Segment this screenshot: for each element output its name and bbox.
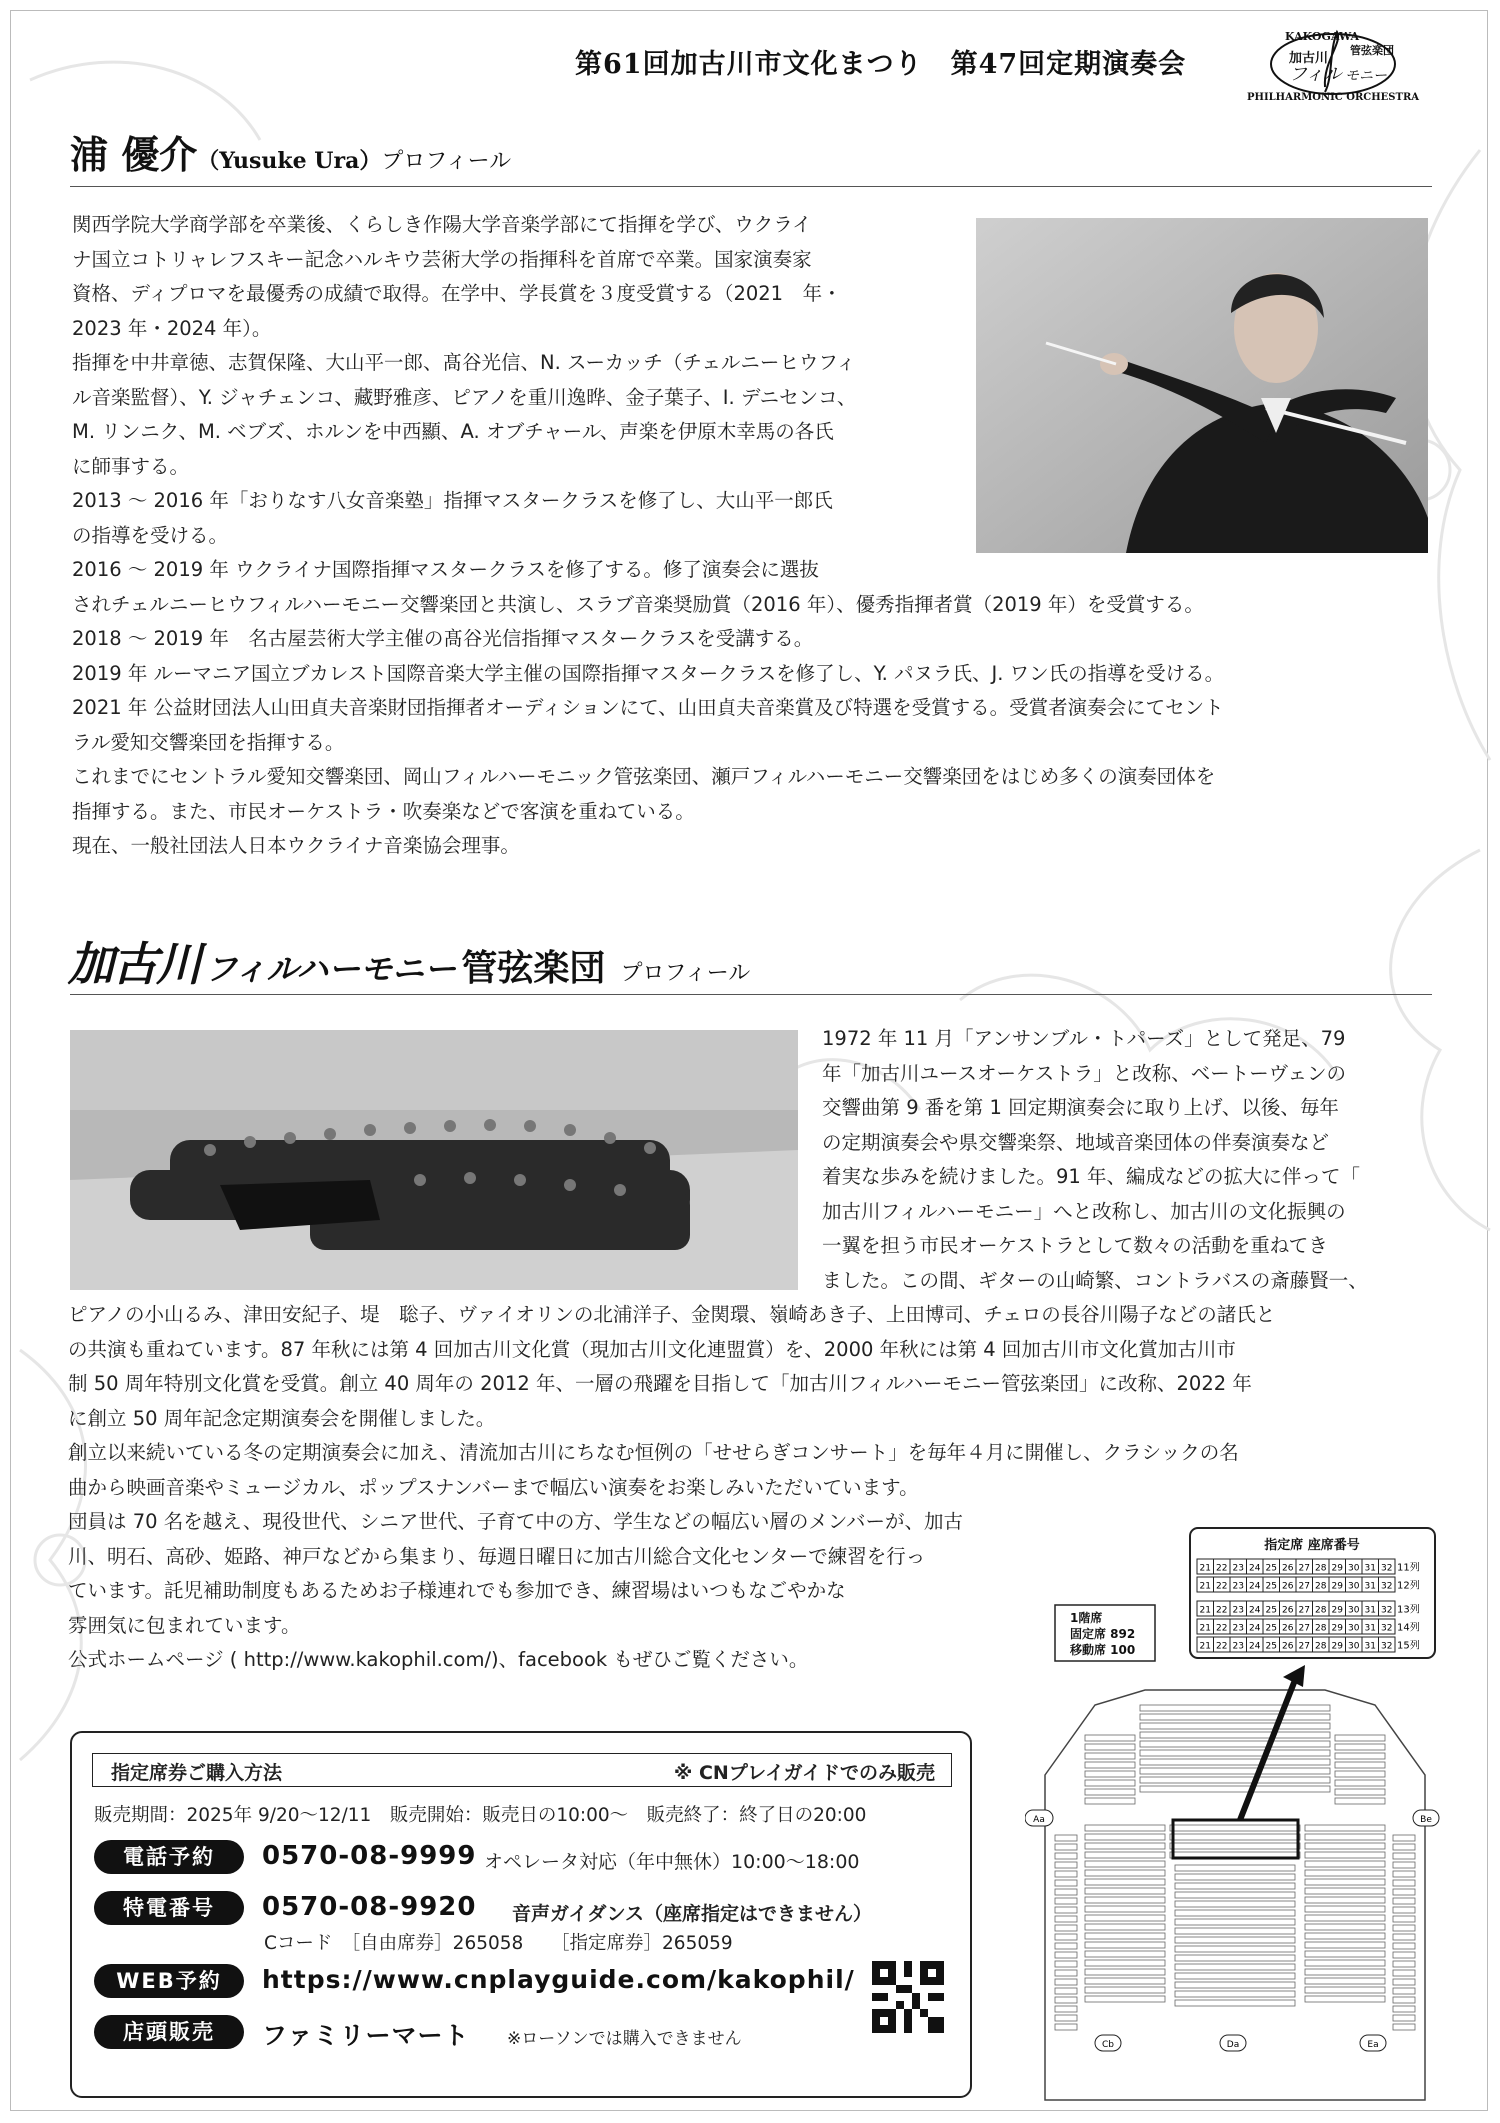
conductor-name: 浦 優介 xyxy=(70,132,198,177)
seat-number: 21 xyxy=(1199,1581,1211,1592)
seat-number: 29 xyxy=(1331,1623,1343,1634)
seat-row-block xyxy=(1393,2024,1415,2030)
seat-row-block xyxy=(1393,2015,1415,2021)
seat-row-block xyxy=(1055,2024,1077,2030)
seat-row-block xyxy=(1140,1768,1330,1774)
orchestra-line[interactable]: 公式ホームページ ( http://www.kakophil.com/)、facebook もぜひご覧ください。 xyxy=(68,1648,809,1671)
seat-row-block xyxy=(1085,1744,1135,1750)
ticket-header xyxy=(92,1753,952,1787)
seat-row-block xyxy=(1305,1933,1385,1939)
seat-number: 25 xyxy=(1265,1641,1277,1652)
conductor-romaji: （Yusuke Ura） xyxy=(197,148,382,174)
seat-row-block xyxy=(1175,1910,1295,1916)
orchestra-line: 曲から映画音楽やミュージカル、ポップスナンバーまで幅広い演奏をお楽しみいただいています。 xyxy=(68,1475,919,1499)
seat-row-block xyxy=(1393,1979,1415,1985)
seat-row-block xyxy=(1393,1988,1415,1994)
sales-period: 販売期間：2025年 9/20～12/11 販売開始：販売日の10:00～ 販売終了：終了日の20:00 xyxy=(94,1805,867,1826)
seat-row-block xyxy=(1175,1982,1295,1988)
logo-kangengakudan: 管弦楽団 xyxy=(1350,44,1394,57)
row-label: 12列 xyxy=(1397,1580,1420,1592)
profile-title-orchestra xyxy=(68,928,750,994)
seat-number: 22 xyxy=(1216,1641,1228,1652)
profile-line: 現在、一般社団法人日本ウクライナ音楽協会理事。 xyxy=(72,834,520,857)
logo-bottom-text: PHILHARMONIC ORCHESTRA xyxy=(1247,92,1420,103)
seat-number: 31 xyxy=(1364,1641,1376,1652)
profile-line: 指揮する。また、市民オーケストラ・吹奏楽などで客演を重ねている。 xyxy=(72,799,695,823)
brand-kangengakudan: 管弦楽団 xyxy=(461,948,606,989)
seat-row-block xyxy=(1393,1925,1415,1931)
seat-number: 23 xyxy=(1232,1641,1244,1652)
seat-number: 23 xyxy=(1232,1605,1244,1616)
seat-number: 28 xyxy=(1315,1581,1327,1592)
profile-line: に師事する。 xyxy=(72,454,190,478)
seat-row-block xyxy=(1305,1861,1385,1867)
seat-row-block xyxy=(1393,2006,1415,2012)
ura-profile-text xyxy=(72,208,1442,864)
seat-row-block xyxy=(1055,1916,1077,1922)
orchestra-line: 団員は 70 名を越え、現役世代、シニア世代、子育て中の方、学生などの幅広い層のメンバーが、加古 xyxy=(68,1510,964,1533)
seat-row-block xyxy=(1305,1951,1385,1957)
seat-row-block xyxy=(1393,1907,1415,1913)
seat-number: 29 xyxy=(1331,1641,1343,1652)
seat-row-block xyxy=(1085,1987,1165,1993)
seat-row-block xyxy=(1393,1970,1415,1976)
seat-row-block xyxy=(1085,1969,1165,1975)
seat-row-block xyxy=(1140,1750,1330,1756)
seat-number: 31 xyxy=(1364,1623,1376,1634)
seat-number: 28 xyxy=(1315,1641,1327,1652)
seat-number: 31 xyxy=(1364,1605,1376,1616)
seat-row-block xyxy=(1140,1714,1330,1720)
seat-row-block xyxy=(1175,1991,1295,1997)
tokuden-label: 特電番号 xyxy=(94,1891,244,1925)
phone-note: オペレータ対応（年中無休）10:00～18:00 xyxy=(484,1851,860,1873)
seat-row-block xyxy=(1305,1852,1385,1858)
seat-row-block xyxy=(1055,1997,1077,2003)
seat-number: 30 xyxy=(1348,1623,1360,1634)
web-label: WEB予約 xyxy=(94,1964,244,1998)
seat-row-block xyxy=(1085,1735,1135,1741)
logo-kakogawa: 加古川 xyxy=(1289,51,1329,66)
profile-line: これまでにセントラル愛知交響楽団、岡山フィルハーモニック管弦楽団、瀬戸フィルハーモニー交響楽団をはじめ多くの演奏団体を xyxy=(72,765,1216,788)
profile-line: されチェルニーヒウフィルハーモニー交響楽団と共演し、スラブ音楽奨励賞（2016 年）、優秀指揮者賞（2019 年）を受賞する。 xyxy=(72,592,1204,616)
profile-line: ラル愛知交響楽団を指揮する。 xyxy=(72,730,345,754)
seat-number: 22 xyxy=(1216,1581,1228,1592)
seat-row-block xyxy=(1085,1915,1165,1921)
section2-rule xyxy=(70,994,1432,995)
seat-row-block xyxy=(1055,1988,1077,1994)
seat-row-block xyxy=(1140,1777,1330,1783)
seat-number: 25 xyxy=(1265,1563,1277,1574)
seat-number: 27 xyxy=(1298,1605,1310,1616)
seat-number: 29 xyxy=(1331,1581,1343,1592)
store-name: ファミリーマート xyxy=(262,2021,470,2050)
seat-row-block xyxy=(1140,1723,1330,1729)
seat-row-block xyxy=(1170,1825,1300,1831)
seat-number: 30 xyxy=(1348,1641,1360,1652)
orchestra-line: に創立 50 周年記念定期演奏会を開催しました。 xyxy=(68,1406,496,1430)
orchestra-profile-intro xyxy=(822,1022,1434,1298)
seat-number: 31 xyxy=(1364,1563,1376,1574)
seat-row-block xyxy=(1393,1835,1415,1841)
seat-number: 25 xyxy=(1265,1581,1277,1592)
qr-code-icon[interactable] xyxy=(872,1961,944,2033)
seat-number: 28 xyxy=(1315,1605,1327,1616)
seat-row-block xyxy=(1085,1906,1165,1912)
orchestra-line: 1972 年 11 月「アンサンブル・トパーズ」として発足、79 xyxy=(822,1027,1346,1050)
seat-row-block xyxy=(1055,1934,1077,1940)
seat-row-block xyxy=(1393,1898,1415,1904)
seat-row-block xyxy=(1393,1943,1415,1949)
seat-number: 22 xyxy=(1216,1605,1228,1616)
profile-line: 関西学院大学商学部を卒業後、くらしき作陽大学音楽学部にて指揮を学び、ウクライ xyxy=(72,213,812,236)
seat-row-block xyxy=(1393,1934,1415,1940)
orchestra-profile-body xyxy=(68,1298,1448,1505)
seat-number: 24 xyxy=(1249,1605,1261,1616)
seat-row-block xyxy=(1305,1942,1385,1948)
section1-rule xyxy=(70,186,1432,187)
seat-row-block xyxy=(1085,1924,1165,1930)
seat-row-block xyxy=(1055,1835,1077,1841)
seat-row-block xyxy=(1305,1879,1385,1885)
seat-row-block xyxy=(1140,1732,1330,1738)
seat-row-block xyxy=(1140,1705,1330,1711)
web-url[interactable]: https://www.cnplayguide.com/kakophil/ xyxy=(262,1965,855,1994)
hall-seats xyxy=(1055,1705,1415,2030)
profile-line: 2016 ～ 2019 年 ウクライナ国際指揮マスタークラスを修了する。修了演奏会に選抜 xyxy=(72,558,819,581)
seat-row-block xyxy=(1085,1942,1165,1948)
seat-number: 32 xyxy=(1381,1641,1393,1652)
pointer-arrow-line xyxy=(1240,1675,1297,1820)
profile-title-ura xyxy=(70,124,511,179)
seat-row-block xyxy=(1305,1996,1385,2002)
door-da: Da xyxy=(1226,2040,1240,2050)
profile-label: プロフィール xyxy=(381,149,512,174)
seat-number: 32 xyxy=(1381,1581,1393,1592)
header-title: 第61回加古川市文化まつり 第47回定期演奏会 xyxy=(575,49,1187,80)
seat-number: 31 xyxy=(1364,1581,1376,1592)
seat-number: 29 xyxy=(1331,1605,1343,1616)
seat-number: 23 xyxy=(1232,1623,1244,1634)
seat-number: 21 xyxy=(1199,1641,1211,1652)
seat-row-block xyxy=(1393,1952,1415,1958)
door-ea: Ea xyxy=(1367,2040,1379,2050)
floor-label: 1階席 xyxy=(1070,1611,1103,1625)
seat-row-block xyxy=(1175,1865,1295,1871)
seat-number: 27 xyxy=(1298,1641,1310,1652)
ticket-header-left: 指定席券ご購入方法 xyxy=(111,1762,283,1784)
seat-row-block xyxy=(1055,1943,1077,1949)
seat-row-block xyxy=(1305,1915,1385,1921)
seat-number: 32 xyxy=(1381,1623,1393,1634)
profile-line: ナ国立コトリャレフスキー記念ハルキウ芸術大学の指揮科を首席で卒業。国家演奏家 xyxy=(72,247,812,271)
seat-row-block xyxy=(1085,1960,1165,1966)
seat-row-block xyxy=(1335,1771,1385,1777)
store-label: 店頭販売 xyxy=(94,2015,244,2049)
seat-row-block xyxy=(1393,1862,1415,1868)
profile-line: 2019 年 ルーマニア国立ブカレスト国際音楽大学主催の国際指揮マスタークラスを修了し、Y. パヌラ氏、J. ワン氏の指導を受ける。 xyxy=(72,661,1225,685)
seat-row-block xyxy=(1335,1735,1385,1741)
seat-row-block xyxy=(1393,1880,1415,1886)
row-label: 13列 xyxy=(1397,1604,1420,1616)
seat-row-block xyxy=(1175,1874,1295,1880)
seat-number: 26 xyxy=(1282,1641,1294,1652)
brand-kakogawa: 加古川 xyxy=(68,937,200,991)
profile-line: M. リンニク、M. ベブズ、ホルンを中西顯、A. オブチャール、声楽を伊原木幸馬の各氏 xyxy=(72,420,834,443)
ticket-header-right: ※ CNプレイガイドでのみ販売 xyxy=(673,1762,935,1784)
seat-row-block xyxy=(1055,1907,1077,1913)
seat-row-block xyxy=(1055,1952,1077,1958)
profile-line: 2018 ～ 2019 年 名古屋芸術大学主催の髙谷光信指揮マスタークラスを受講する。 xyxy=(72,627,814,650)
orchestra-photo xyxy=(70,1030,798,1290)
seat-number: 24 xyxy=(1249,1563,1261,1574)
seat-row-block xyxy=(1085,1825,1165,1831)
door-be: Be xyxy=(1420,1815,1432,1825)
seat-row-block xyxy=(1055,1871,1077,1877)
seat-row-block xyxy=(1085,1870,1165,1876)
row-label: 15列 xyxy=(1397,1640,1420,1652)
seat-number: 30 xyxy=(1348,1563,1360,1574)
ticket-info-box xyxy=(70,1731,972,2098)
orchestra-line: 創立以来続いている冬の定期演奏会に加え、清流加古川にちなむ恒例の「せせらぎコンサート」を毎年４月に開催し、クラシックの名 xyxy=(68,1441,1239,1464)
seat-row-block xyxy=(1055,1979,1077,1985)
c-code: Cコード ［自由席券］265058 ［指定席券］265059 xyxy=(264,1933,733,1954)
seat-number: 27 xyxy=(1298,1563,1310,1574)
seat-row-block xyxy=(1055,1844,1077,1850)
logo-script-b: モニー xyxy=(1345,68,1387,84)
seat-number: 22 xyxy=(1216,1563,1228,1574)
seat-rows xyxy=(1197,1559,1420,1652)
orchestra-line: の共演も重ねています。87 年秋には第 4 回加古川文化賞（現加古川文化連盟賞）を、2000 年秋には第 4 回加古川市文化賞加古川市 xyxy=(68,1337,1236,1361)
seat-row-block xyxy=(1085,1933,1165,1939)
seat-row-block xyxy=(1085,1762,1135,1768)
seat-row-block xyxy=(1085,1771,1135,1777)
seat-number: 28 xyxy=(1315,1563,1327,1574)
seat-row-block xyxy=(1393,1889,1415,1895)
phone-label: 電話予約 xyxy=(94,1840,244,1874)
seat-row-block xyxy=(1305,1960,1385,1966)
door-aa: Aa xyxy=(1033,1815,1045,1825)
seat-number: 32 xyxy=(1381,1605,1393,1616)
seat-row-block xyxy=(1175,1901,1295,1907)
seat-row-block xyxy=(1055,1970,1077,1976)
seat-row-block xyxy=(1055,2015,1077,2021)
seat-row-block xyxy=(1055,1898,1077,1904)
seat-row-block xyxy=(1085,1852,1165,1858)
logo-top-text: KAKOGAWA xyxy=(1285,30,1360,43)
seat-row-block xyxy=(1393,1871,1415,1877)
seat-row-block xyxy=(1175,1973,1295,1979)
seat-row-block xyxy=(1175,1919,1295,1925)
orchestra-line: ています。託児補助制度もあるためお子様連れでも参加でき、練習場はいつもなごやかな xyxy=(68,1579,846,1602)
seat-row-block xyxy=(1305,1834,1385,1840)
orchestra-profile-members xyxy=(68,1505,1098,1678)
seat-row-block xyxy=(1085,1879,1165,1885)
seat-row-block xyxy=(1140,1759,1330,1765)
seat-row-block xyxy=(1335,1780,1385,1786)
seat-number: 28 xyxy=(1315,1623,1327,1634)
seat-number: 24 xyxy=(1249,1641,1261,1652)
orchestra-line: 一翼を担う市民オーケストラとして数々の活動を重ねてき xyxy=(822,1234,1328,1257)
seat-number: 27 xyxy=(1298,1581,1310,1592)
seat-number: 24 xyxy=(1249,1581,1261,1592)
tokuden-number[interactable]: 0570-08-9920 xyxy=(262,1892,477,1922)
seat-row-block xyxy=(1085,1888,1165,1894)
seat-row-block xyxy=(1393,1916,1415,1922)
seat-number: 26 xyxy=(1282,1563,1294,1574)
orchestra-line: 加古川フィルハーモニー」へと改称し、加古川の文化振興の xyxy=(822,1199,1346,1223)
fixed-seats: 固定席 892 xyxy=(1070,1627,1136,1641)
orchestra-line: ピアノの小山るみ、津田安紀子、堤 聡子、ヴァイオリンの北浦洋子、金関環、嶺崎あき子、上田博司、チェロの長谷川陽子などの諸氏と xyxy=(68,1303,1276,1326)
seat-row-block xyxy=(1305,1978,1385,1984)
seat-row-block xyxy=(1170,1834,1300,1840)
seat-row-block xyxy=(1393,1853,1415,1859)
seat-row-block xyxy=(1335,1789,1385,1795)
seat-row-block xyxy=(1393,1961,1415,1967)
seat-row-block xyxy=(1140,1786,1330,1792)
seat-number: 30 xyxy=(1348,1581,1360,1592)
seat-number: 21 xyxy=(1199,1623,1211,1634)
seat-number: 25 xyxy=(1265,1605,1277,1616)
profile-line: 2021 年 公益財団法人山田貞夫音楽財団指揮者オーディションにて、山田貞夫音楽賞及び特選を受賞する。受賞者演奏会にてセント xyxy=(72,696,1224,719)
seat-row-block xyxy=(1085,1996,1165,2002)
seat-row-block xyxy=(1175,2000,1295,2006)
seat-row-block xyxy=(1055,1889,1077,1895)
tokuden-note: 音声ガイダンス（座席指定はできません） xyxy=(512,1903,873,1925)
seat-row-block xyxy=(1393,1997,1415,2003)
seat-row-block xyxy=(1055,1880,1077,1886)
seat-row-block xyxy=(1305,1897,1385,1903)
seat-row-block xyxy=(1055,1925,1077,1931)
seat-number: 29 xyxy=(1331,1563,1343,1574)
seat-box-title: 指定席 座席番号 xyxy=(1264,1538,1360,1553)
seat-row-block xyxy=(1085,1753,1135,1759)
seat-number: 32 xyxy=(1381,1563,1393,1574)
seat-row-block xyxy=(1085,1780,1135,1786)
seat-row-block xyxy=(1085,1951,1165,1957)
seat-number: 23 xyxy=(1232,1581,1244,1592)
seat-row-block xyxy=(1055,1853,1077,1859)
profile-label: プロフィール xyxy=(620,961,751,986)
seat-row-block xyxy=(1175,1964,1295,1970)
orchestra-line: の定期演奏会や県交響楽祭、地域音楽団体の伴奏演奏など xyxy=(822,1130,1330,1154)
seat-row-block xyxy=(1175,1883,1295,1889)
profile-line: 資格、ディプロマを最優秀の成績で取得。在学中、学長賞を３度受賞する（2021 年・ xyxy=(72,282,842,305)
seat-number: 27 xyxy=(1298,1623,1310,1634)
row-label: 11列 xyxy=(1397,1562,1420,1574)
seat-number: 22 xyxy=(1216,1623,1228,1634)
seat-number: 30 xyxy=(1348,1605,1360,1616)
seat-row-block xyxy=(1335,1753,1385,1759)
door-cb: Cb xyxy=(1102,2040,1114,2050)
seat-row-block xyxy=(1175,1955,1295,1961)
seat-row-block xyxy=(1335,1762,1385,1768)
seat-number: 24 xyxy=(1249,1623,1261,1634)
seat-number: 26 xyxy=(1282,1623,1294,1634)
seat-row-block xyxy=(1305,1987,1385,1993)
seat-row-block xyxy=(1085,1861,1165,1867)
seat-row-block xyxy=(1085,1798,1135,1804)
seat-number: 21 xyxy=(1199,1563,1211,1574)
store-note: ※ローソンでは購入できません xyxy=(507,2029,742,2049)
orchestra-logo xyxy=(1245,22,1420,104)
seat-chart xyxy=(1025,1525,1440,2115)
seat-row-block xyxy=(1335,1744,1385,1750)
seat-row-block xyxy=(1085,1897,1165,1903)
seat-row-block xyxy=(1335,1798,1385,1804)
orchestra-line: 交響曲第 9 番を第 1 回定期演奏会に取り上げ、以後、毎年 xyxy=(822,1096,1339,1119)
seat-row-block xyxy=(1305,1888,1385,1894)
seat-row-block xyxy=(1170,1843,1300,1849)
seat-row-block xyxy=(1175,1946,1295,1952)
seat-row-block xyxy=(1393,1844,1415,1850)
seat-row-block xyxy=(1055,1862,1077,1868)
seat-row-block xyxy=(1175,1892,1295,1898)
seat-number: 23 xyxy=(1232,1563,1244,1574)
seat-row-block xyxy=(1085,1789,1135,1795)
movable-seats: 移動席 100 xyxy=(1070,1643,1136,1657)
seat-number: 26 xyxy=(1282,1581,1294,1592)
profile-line: 指揮を中井章徳、志賀保隆、大山平一郎、髙谷光信、N. スーカッチ（チェルニーヒウフィ xyxy=(72,351,856,374)
seat-number: 26 xyxy=(1282,1605,1294,1616)
seat-row-block xyxy=(1055,1961,1077,1967)
brand-philharmony: フィルハーモニー xyxy=(205,950,457,988)
profile-line: ル音楽監督）、Y. ジャチェンコ、藏野雅彦、ピアノを重川逸晔、金子葉子、I. デニセンコ、 xyxy=(72,385,857,409)
seat-row-block xyxy=(1305,1924,1385,1930)
seat-row-block xyxy=(1140,1741,1330,1747)
seat-row-block xyxy=(1305,1906,1385,1912)
logo-script-a: フィル xyxy=(1289,64,1342,85)
orchestra-line: 雰囲気に包まれています。 xyxy=(68,1613,301,1637)
seat-row-block xyxy=(1305,1969,1385,1975)
seat-row-block xyxy=(1085,1843,1165,1849)
phone-number[interactable]: 0570-08-9999 xyxy=(262,1841,477,1871)
orchestra-line: 川、明石、高砂、姫路、神戸などから集まり、毎週日曜日に加古川総合文化センターで練習を行っ xyxy=(68,1544,926,1568)
seat-row-block xyxy=(1085,1834,1165,1840)
seat-number: 25 xyxy=(1265,1623,1277,1634)
row-label: 14列 xyxy=(1397,1622,1420,1634)
seat-row-block xyxy=(1175,1928,1295,1934)
seat-row-block xyxy=(1175,1937,1295,1943)
profile-line: 2013 ～ 2016 年「おりなす八女音楽塾」指揮マスタークラスを修了し、大山平一郎氏 xyxy=(72,489,833,512)
orchestra-line: 年「加古川ユースオーケストラ」と改称、ベートーヴェンの xyxy=(822,1061,1346,1085)
orchestra-line: ました。この間、ギターの山崎繁、コントラバスの斎藤賢一、 xyxy=(822,1268,1368,1292)
seat-row-block xyxy=(1085,1978,1165,1984)
seat-row-block xyxy=(1055,2006,1077,2012)
profile-line: 2023 年・2024 年）。 xyxy=(72,316,272,340)
profile-line: の指導を受ける。 xyxy=(72,523,229,547)
orchestra-line: 着実な歩みを続けました。91 年、編成などの拡大に伴って「 xyxy=(822,1165,1361,1188)
seat-row-block xyxy=(1305,1843,1385,1849)
orchestra-line: 制 50 周年特別文化賞を受賞。創立 40 周年の 2012 年、一層の飛躍を目指して「加古川フィルハーモニー管弦楽団」に改称、2022 年 xyxy=(68,1372,1252,1395)
seat-number: 21 xyxy=(1199,1605,1211,1616)
seat-row-block xyxy=(1305,1870,1385,1876)
seat-row-block xyxy=(1305,1825,1385,1831)
